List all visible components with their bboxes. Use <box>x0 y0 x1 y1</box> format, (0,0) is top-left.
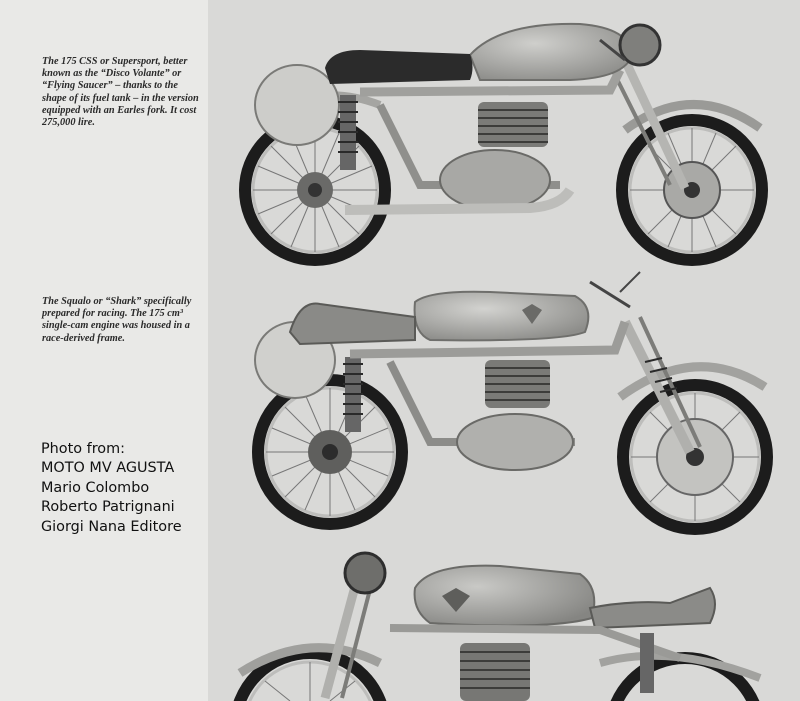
credits-author-2: Roberto Patrignani <box>41 499 175 516</box>
credits-publisher: Giorgi Nana Editore <box>41 518 182 535</box>
credits-book-title: MOTO MV AGUSTA <box>41 460 175 477</box>
credits-author-1: Mario Colombo <box>41 479 150 496</box>
caption-disco-volante: The 175 CSS or Supersport, better known as the “Disco Volante” or “Flying Saucer” – thanks to the shape of its fuel tank – in the version equipped with an Earles fork. It cost 275,000 lire. <box>42 56 199 129</box>
motorcycle-partial-photo <box>230 548 780 701</box>
caption-squalo: The Squalo or “Shark” specifically prepared for racing. The 175 cm³ single-cam engine was housed in a race-derived frame. <box>42 296 192 344</box>
motorcycle-squalo-photo <box>230 262 780 540</box>
motorcycle-disco-volante-photo <box>230 10 780 280</box>
credits-intro: Photo from: <box>41 441 125 457</box>
photo-credits <box>41 440 182 537</box>
